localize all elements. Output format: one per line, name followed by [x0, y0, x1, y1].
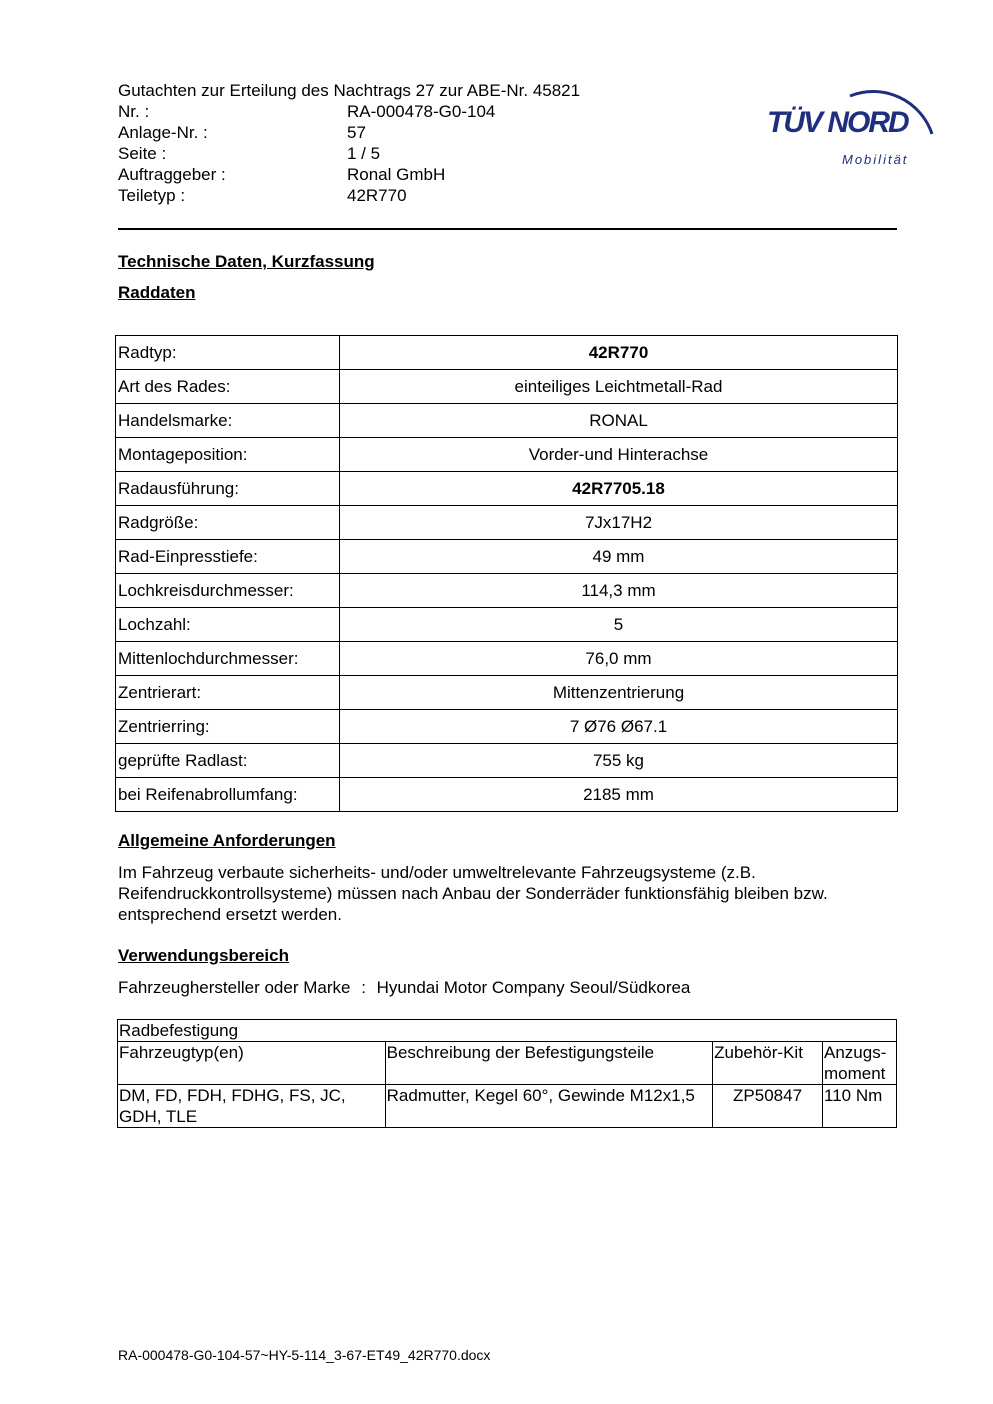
header-row-anlage [118, 122, 678, 143]
header-divider [118, 228, 897, 230]
header-row-nr [118, 101, 678, 122]
table-row [116, 778, 898, 812]
section-title-allgemein: Allgemeine Anforderungen [118, 831, 336, 850]
raddaten-label: geprüfte Radlast: [116, 744, 340, 778]
table-row [116, 744, 898, 778]
raddaten-label: Zentrierring: [116, 710, 340, 744]
raddaten-label: Handelsmarke: [116, 404, 340, 438]
raddaten-value: 5 [340, 608, 898, 642]
header-label: Auftraggeber : [118, 165, 226, 184]
header-label: Nr. : [118, 102, 150, 121]
header-label: Seite : [118, 144, 167, 163]
table-cell: 110 Nm [823, 1085, 897, 1128]
header-value: 1 / 5 [347, 144, 381, 163]
section-title-verwendung: Verwendungsbereich [118, 946, 289, 965]
raddaten-value: einteiliges Leichtmetall-Rad [340, 370, 898, 404]
raddaten-label: Mittenlochdurchmesser: [116, 642, 340, 676]
header-label: Anlage-Nr. : [118, 123, 208, 142]
table-row [116, 336, 898, 370]
header-value: Ronal GmbH [347, 165, 446, 184]
table-row [116, 710, 898, 744]
section-title-technische: Technische Daten, Kurzfassung [118, 252, 375, 271]
header-value: 57 [347, 123, 366, 142]
table-header-row [118, 1042, 897, 1085]
table-cell: Radmutter, Kegel 60°, Gewinde M12x1,5 [385, 1085, 712, 1128]
table-row [116, 540, 898, 574]
raddaten-value: 76,0 mm [340, 642, 898, 676]
raddaten-label: Lochzahl: [116, 608, 340, 642]
table-row [116, 438, 898, 472]
raddaten-label: Lochkreisdurchmesser: [116, 574, 340, 608]
footer-filename: RA-000478-G0-104-57~HY-5-114_3-67-ET49_42R770.docx [118, 1347, 491, 1363]
raddaten-value: RONAL [340, 404, 898, 438]
logo-subtitle: Mobilität [842, 152, 909, 167]
raddaten-value: 755 kg [340, 744, 898, 778]
table-row [118, 1020, 897, 1042]
table-cell: ZP50847 [713, 1085, 823, 1128]
header-value: 42R770 [347, 186, 407, 205]
raddaten-value: 42R7705.18 [340, 472, 898, 506]
column-header: Fahrzeugtyp(en) [118, 1042, 386, 1085]
table-row [116, 370, 898, 404]
document-header [118, 80, 678, 206]
table-row [118, 1085, 897, 1128]
table-cell: DM, FD, FDH, FDHG, FS, JC, GDH, TLE [118, 1085, 386, 1128]
raddaten-label: Rad-Einpresstiefe: [116, 540, 340, 574]
hersteller-label: Fahrzeughersteller oder Marke [118, 978, 351, 997]
header-value: RA-000478-G0-104 [347, 102, 496, 121]
column-header: Beschreibung der Befestigungsteile [385, 1042, 712, 1085]
header-title: Gutachten zur Erteilung des Nachtrags 27 zur ABE-Nr. 45821 [118, 81, 581, 100]
raddaten-value: 7 Ø76 Ø67.1 [340, 710, 898, 744]
raddaten-value: Vorder-und Hinterachse [340, 438, 898, 472]
raddaten-value: Mittenzentrierung [340, 676, 898, 710]
column-header: Anzugs-moment [823, 1042, 897, 1085]
logo-wordmark: TÜV NORD [767, 106, 908, 139]
hersteller-separator: : [361, 978, 366, 997]
raddaten-label: Radgröße: [116, 506, 340, 540]
section-title-raddaten: Raddaten [118, 283, 196, 302]
raddaten-table [115, 335, 898, 812]
befestigung-title: Radbefestigung [118, 1020, 897, 1042]
raddaten-label: Montageposition: [116, 438, 340, 472]
table-row [116, 506, 898, 540]
header-label: Teiletyp : [118, 186, 186, 205]
raddaten-value: 114,3 mm [340, 574, 898, 608]
raddaten-label: Art des Rades: [116, 370, 340, 404]
table-row [116, 676, 898, 710]
raddaten-value: 7Jx17H2 [340, 506, 898, 540]
table-row [116, 642, 898, 676]
raddaten-label: Radausführung: [116, 472, 340, 506]
header-row-seite [118, 143, 678, 164]
allgemein-text: Im Fahrzeug verbaute sicherheits- und/oder umweltrelevante Fahrzeugsysteme (z.B. Reifendruckkontrollsysteme) müssen nach Anbau der Sonderräder funktionsfähig bleiben bzw. entsprechend ersetzt werden. [118, 863, 828, 924]
column-header: Zubehör-Kit [713, 1042, 823, 1085]
header-row-teiletyp [118, 185, 678, 206]
raddaten-value: 49 mm [340, 540, 898, 574]
hersteller-value: Hyundai Motor Company Seoul/Südkorea [376, 978, 691, 997]
raddaten-label: Zentrierart: [116, 676, 340, 710]
raddaten-value: 2185 mm [340, 778, 898, 812]
raddaten-value: 42R770 [340, 336, 898, 370]
table-row [116, 404, 898, 438]
tuv-nord-logo [760, 56, 950, 176]
radbefestigung-table [117, 1019, 897, 1128]
table-row [116, 608, 898, 642]
hersteller-line [118, 978, 696, 998]
raddaten-label: Radtyp: [116, 336, 340, 370]
table-row [116, 574, 898, 608]
table-row [116, 472, 898, 506]
raddaten-label: bei Reifenabrollumfang: [116, 778, 340, 812]
header-row-auftraggeber [118, 164, 678, 185]
